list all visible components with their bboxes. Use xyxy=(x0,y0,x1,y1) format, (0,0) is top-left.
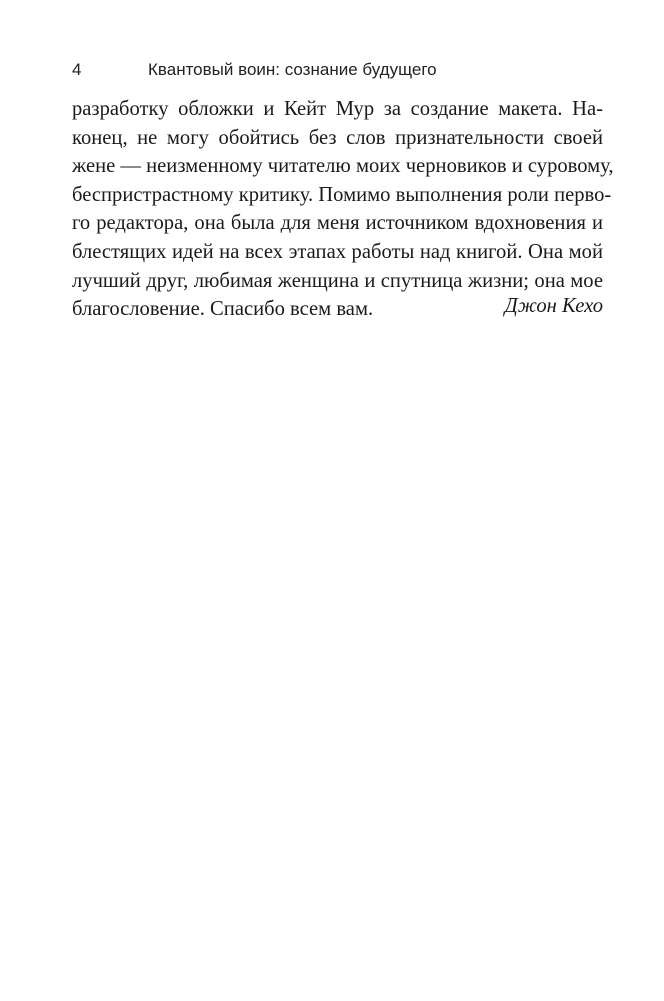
author-signature: Джон Кехо xyxy=(504,295,603,317)
text-line: беспристрастному критику. Помимо выполнения роли перво- xyxy=(72,183,612,206)
text-line: лучший друг, любимая женщина и спутница жизни; она мое xyxy=(72,269,603,292)
text-line: блестящих идей на всех этапах работы над книгой. Она мой xyxy=(72,240,603,263)
text-line: го редактора, она была для меня источником вдохновения и xyxy=(72,212,603,235)
text-line: жене — неизменному читателю моих черновиков и суровому, xyxy=(72,155,614,178)
running-header xyxy=(72,58,612,82)
text-line: разработку обложки и Кейт Мур за создание макета. На- xyxy=(72,98,603,120)
body-paragraph xyxy=(72,95,614,324)
text-line: конец, не могу обойтись без слов признательности своей xyxy=(72,126,603,149)
page-number: 4 xyxy=(72,60,82,79)
book-title: Квантовый воин: сознание будущего xyxy=(148,60,437,79)
text-line: благословение. Спасибо всем вам. xyxy=(72,298,374,321)
